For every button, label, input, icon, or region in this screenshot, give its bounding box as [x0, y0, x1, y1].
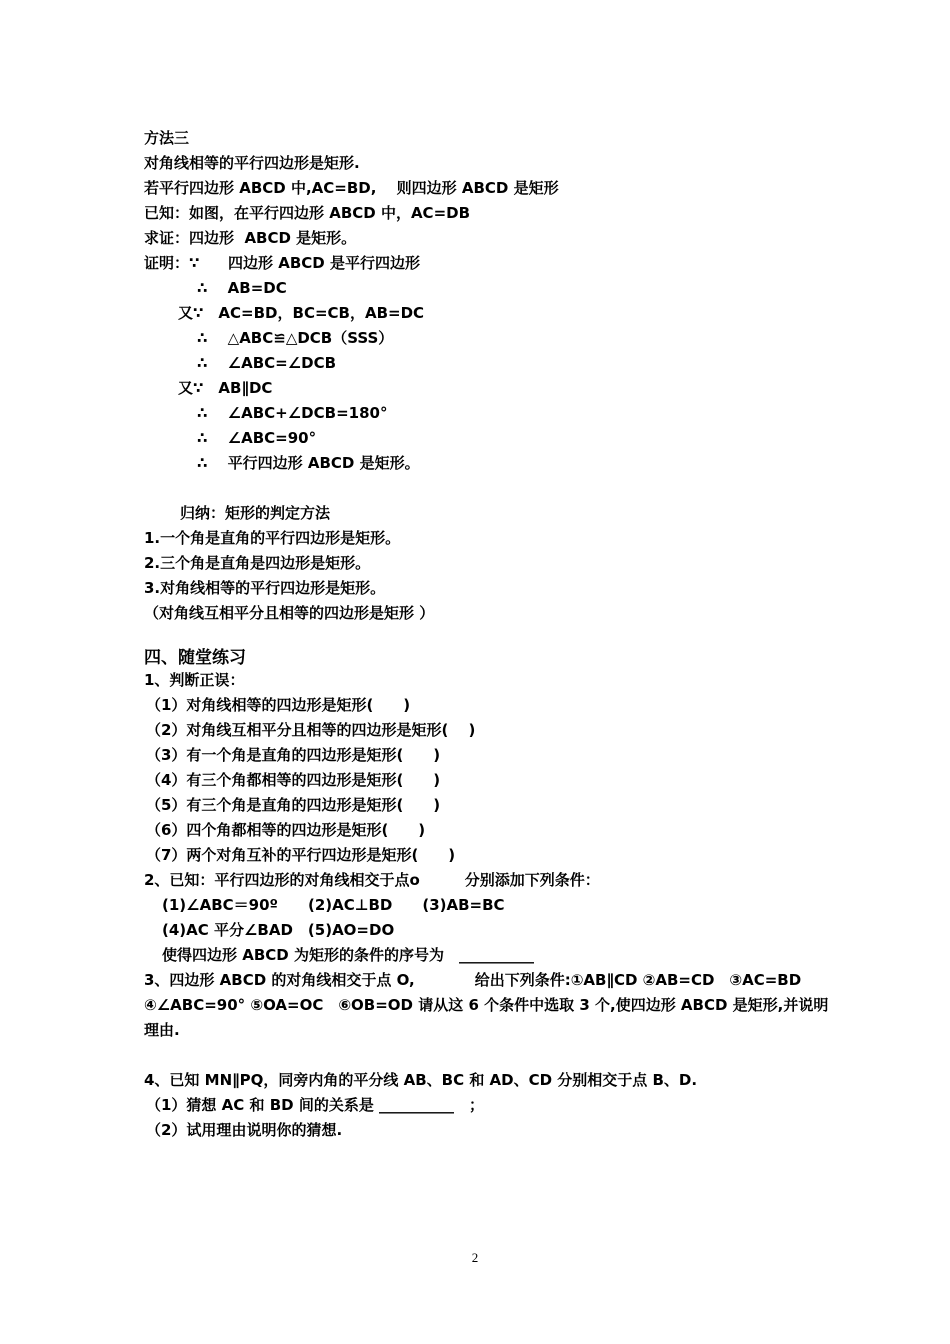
q1-title: 1、判断正误：: [144, 671, 245, 689]
summary-item: （对角线互相平分且相等的四边形是矩形 ）: [144, 604, 435, 622]
proof-line: 又∵ AC=BD，BC=CB，AB=DC: [178, 304, 425, 322]
q1-item: （2）对角线互相平分且相等的四边形是矩形( ): [146, 721, 476, 739]
proof-line: ∴ △ABC≌△DCB（SSS）: [197, 329, 394, 347]
q4-sub: （1）猜想 AC 和 BD 间的关系是 __________ ；: [146, 1096, 485, 1114]
summary-item: 1.一个角是直角的平行四边形是矩形。: [144, 529, 401, 547]
proof-line: 四边形 ABCD 是平行四边形: [228, 254, 420, 272]
q3-text: 3、四边形 ABCD 的对角线相交于点 O, 给出下列条件:①AB∥CD ②AB=CD ③AC=BD: [144, 971, 802, 989]
q1-item: （3）有一个角是直角的四边形是矩形( ): [146, 746, 441, 764]
method3-prove: 求证：四边形 ABCD 是矩形。: [144, 229, 357, 247]
q1-item: （5）有三个角是直角的四边形是矩形( ): [146, 796, 441, 814]
page-number: 2: [471, 1250, 479, 1265]
method3-symbolic: 若平行四边形 ABCD 中,AC=BD, 则四边形 ABCD 是矩形: [144, 179, 559, 197]
proof-line: ∴ 平行四边形 ABCD 是矩形。: [197, 454, 420, 472]
q3-text: 理由.: [144, 1021, 180, 1039]
proof-line: ∴ ∠ABC=∠DCB: [197, 354, 337, 372]
q4-sub: （2）试用理由说明你的猜想.: [146, 1121, 343, 1139]
method3-statement: 对角线相等的平行四边形是矩形.: [144, 154, 360, 172]
proof-label: 证明：∵: [144, 254, 200, 272]
q1-item: （4）有三个角都相等的四边形是矩形( ): [146, 771, 441, 789]
method3-given: 已知：如图，在平行四边形 ABCD 中，AC=DB: [144, 204, 471, 222]
summary-title: 归纳：矩形的判定方法: [180, 504, 331, 522]
q1-item: （6）四个角都相等的四边形是矩形( ): [146, 821, 426, 839]
q1-item: （1）对角线相等的四边形是矩形( ): [146, 696, 411, 714]
proof-line: ∴ AB=DC: [197, 279, 287, 297]
q3-text: ④∠ABC=90° ⑤OA=OC ⑥OB=OD 请从这 6 个条件中选取 3 个,使四边形 ABCD 是矩形,并说明: [144, 996, 829, 1014]
q2-ask: 使得四边形 ABCD 为矩形的条件的序号为 __________: [162, 946, 534, 964]
method3-title: 方法三: [144, 129, 190, 147]
summary-item: 2.三个角是直角是四边形是矩形。: [144, 554, 371, 572]
q2-conditions: (1)∠ABC＝90º (2)AC⊥BD (3)AB=BC: [162, 896, 505, 914]
proof-line: ∴ ∠ABC+∠DCB=180°: [197, 404, 388, 422]
proof-line: 又∵ AB∥DC: [178, 379, 273, 397]
summary-item: 3.对角线相等的平行四边形是矩形。: [144, 579, 386, 597]
practice-heading: 四、随堂练习: [144, 648, 246, 668]
q1-item: （7）两个对角互补的平行四边形是矩形( ): [146, 846, 456, 864]
q4-text: 4、已知 MN∥PQ，同旁内角的平分线 AB、BC 和 AD、CD 分别相交于点 B、D.: [144, 1071, 698, 1089]
proof-line: ∴ ∠ABC=90°: [197, 429, 317, 447]
q2-conditions: (4)AC 平分∠BAD (5)AO=DO: [162, 921, 395, 939]
q2-title: 2、已知：平行四边形的对角线相交于点o 分别添加下列条件：: [144, 871, 600, 889]
